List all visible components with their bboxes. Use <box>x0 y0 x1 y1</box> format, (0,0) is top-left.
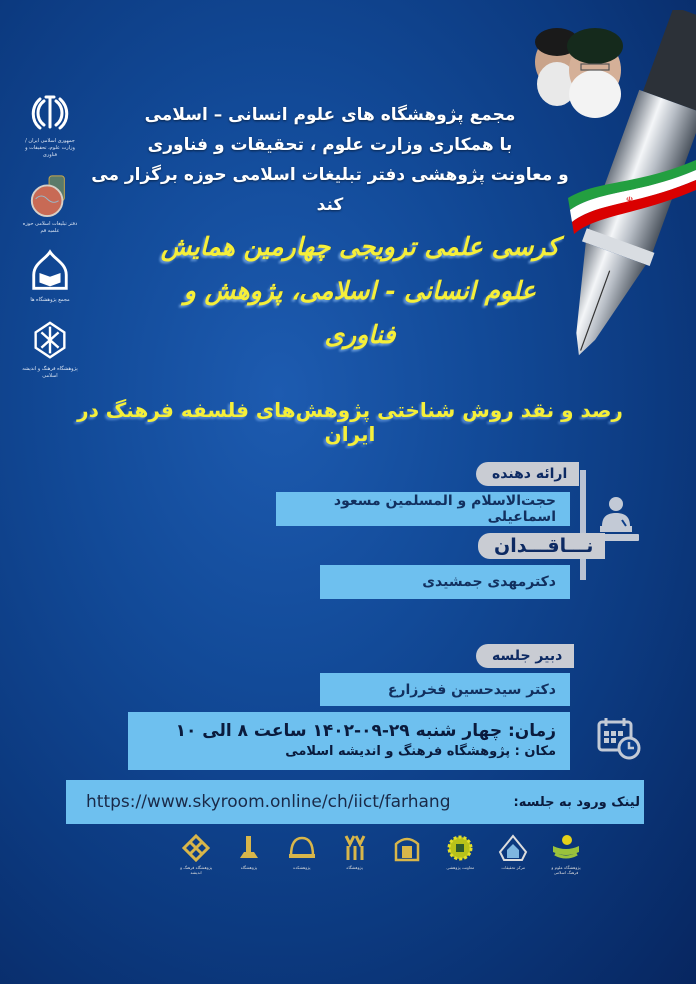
presenter-name-box <box>276 492 570 526</box>
presenter-name: حجت‌الاسلام و المسلمین مسعود اسماعیلی <box>333 493 556 525</box>
critics-label: نـــاقـــدان <box>478 533 605 559</box>
logo-caption: پژوهشگاه فرهنگ و اندیشه اسلامی <box>22 366 78 379</box>
partner-caption: مرکز تحقیقات <box>501 865 525 870</box>
left-logo-column <box>14 90 86 394</box>
event-title-line-1: کرسی علمی ترویجی چهارمین همایش <box>160 232 560 261</box>
partner-caption: معاونت پژوهشی <box>446 865 475 870</box>
logo-caption: مجمع پژوهشگاه ها <box>30 297 70 303</box>
fountain-pen-illustration <box>548 10 696 365</box>
organizer-text <box>90 100 570 220</box>
critics-name-box <box>320 565 570 599</box>
partner-caption: پژوهشگاه <box>346 865 363 870</box>
partner-logo <box>387 834 427 865</box>
partner-logo <box>229 834 269 870</box>
join-link-label: لینک ورود به جلسه: <box>513 794 640 810</box>
partner-caption: پژوهشگاه علوم و فرهنگ اسلامی <box>551 865 581 875</box>
partner-logos <box>176 834 586 884</box>
partner-caption: پژوهشکده <box>293 865 311 870</box>
schedule-time: زمان: چهار شنبه ۲۹-۰۹-۱۴۰۲ ساعت ۸ الی ۱۰ <box>175 721 556 741</box>
hands-icon <box>340 834 370 862</box>
organizer-line-1: مجمع پژوهشگاه های علوم انسانی – اسلامی <box>144 105 516 125</box>
schedule-box <box>128 712 570 770</box>
schedule-place: مکان : پژوهشگاه فرهنگ و اندیشه اسلامی <box>285 744 556 759</box>
partner-caption: پژوهشگاه فرهنگ و اندیشه <box>180 865 213 875</box>
partner-logo <box>282 834 322 870</box>
presenter-label: ارائه دهنده <box>476 462 579 486</box>
partner-logo <box>335 834 375 870</box>
organizer-line-2: با همکاری وزارت علوم ، تحقیقات و فناوری <box>147 135 513 155</box>
secretary-label: دبیر جلسه <box>476 644 574 668</box>
event-title-line-2: علوم انسانی - اسلامی، پژوهش و فناوری <box>183 276 537 349</box>
event-title <box>150 225 570 357</box>
secretary-name-box <box>320 673 570 706</box>
join-link-url[interactable]: https://www.skyroom.online/ch/iict/farhang <box>86 792 451 812</box>
quran-arch-icon <box>392 834 422 862</box>
book-leaf-icon <box>551 834 581 862</box>
organizer-line-3: و معاونت پژوهشی دفتر تبلیغات اسلامی حوزه برگزار می کند <box>91 165 569 215</box>
knot-book-icon <box>28 318 72 364</box>
logo-caption: جمهوری اسلامی ایران / وزارت علوم، تحقیقات و فناوری <box>25 138 75 158</box>
logo-tablighat <box>20 173 80 235</box>
minaret-icon <box>234 834 264 862</box>
logo-farhang <box>20 318 80 380</box>
partner-logo <box>546 834 586 875</box>
secretary-name: دکتر سیدحسین فخرزارع <box>387 681 556 698</box>
mosque-dome-icon <box>287 834 317 862</box>
logo-majma <box>20 249 80 304</box>
dome-icon <box>498 834 528 862</box>
calendar-clock-icon <box>597 716 641 760</box>
logo-caption: دفتر تبلیغات اسلامی حوزه علمیه قم <box>22 221 78 234</box>
svg-text:☫: ☫ <box>626 195 634 204</box>
partner-logo <box>176 834 216 875</box>
logo-ministry <box>20 90 80 159</box>
dome-book-icon <box>28 249 72 295</box>
globe-emblem-icon <box>28 173 72 219</box>
join-link-box <box>66 780 644 824</box>
knot-icon <box>181 834 211 862</box>
gear-flower-icon <box>445 834 475 862</box>
partner-logo <box>440 834 480 870</box>
divider-bar <box>580 470 586 580</box>
partner-logo <box>493 834 533 870</box>
iran-emblem-icon <box>28 90 72 136</box>
session-subject: رصد و نقد روش شناختی پژوهش‌های فلسفه فرهنگ در ایران <box>77 398 623 446</box>
critic-name: دکترمهدی جمشیدی <box>422 574 556 590</box>
partner-caption: پژوهشگاه <box>240 865 258 870</box>
